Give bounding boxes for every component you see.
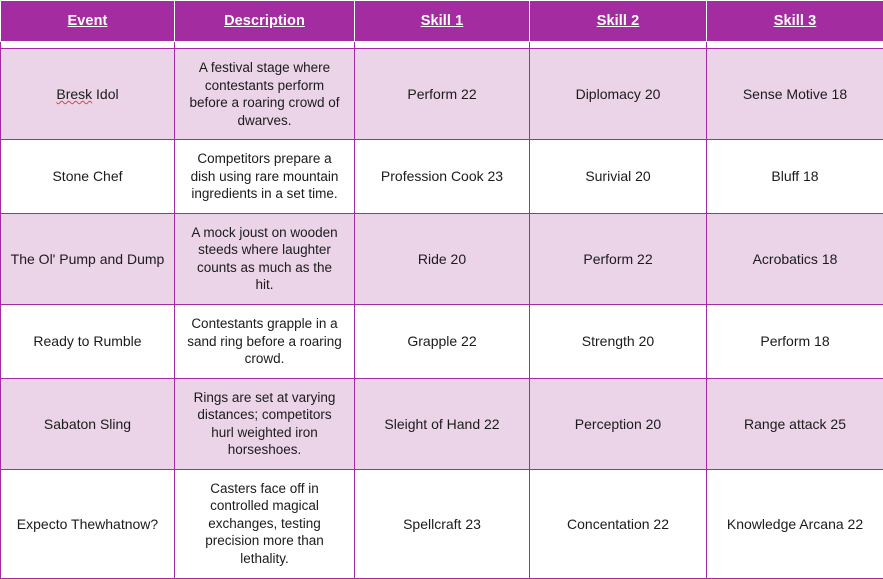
spacer-cell — [1, 42, 175, 49]
misspelled-word: Bresk — [56, 86, 92, 102]
cell-skill-3: Range attack 25 — [707, 378, 883, 469]
table-row — [1, 213, 883, 304]
cell-event: Stone Chef — [1, 140, 175, 214]
cell-skill-1: Ride 20 — [355, 213, 530, 304]
table-row — [1, 140, 883, 214]
column-header-description[interactable]: Description — [175, 1, 355, 42]
spacer-cell — [175, 42, 355, 49]
cell-description: A mock joust on wooden steeds where laughter counts as much as the hit. — [175, 213, 355, 304]
table-row — [1, 305, 883, 379]
column-header-skill-3[interactable]: Skill 3 — [707, 1, 883, 42]
cell-skill-1: Profession Cook 23 — [355, 140, 530, 214]
cell-description: Casters face off in controlled magical exchanges, testing precision more than lethality. — [175, 469, 355, 578]
table-row — [1, 469, 883, 578]
column-header-skill-2[interactable]: Skill 2 — [530, 1, 707, 42]
cell-event: Ready to Rumble — [1, 305, 175, 379]
table-spacer-row — [1, 42, 883, 49]
cell-skill-1: Grapple 22 — [355, 305, 530, 379]
cell-skill-2: Perception 20 — [530, 378, 707, 469]
spacer-cell — [355, 42, 530, 49]
cell-skill-3: Perform 18 — [707, 305, 883, 379]
table-header — [1, 1, 883, 42]
cell-description: A festival stage where contestants perform before a roaring crowd of dwarves. — [175, 49, 355, 140]
cell-skill-1: Spellcraft 23 — [355, 469, 530, 578]
cell-skill-2: Strength 20 — [530, 305, 707, 379]
column-header-event[interactable]: Event — [1, 1, 175, 42]
spacer-cell — [707, 42, 883, 49]
cell-skill-3: Knowledge Arcana 22 — [707, 469, 883, 578]
cell-description: Rings are set at varying distances; competitors hurl weighted iron horseshoes. — [175, 378, 355, 469]
cell-event: Expecto Thewhatnow? — [1, 469, 175, 578]
table-row — [1, 378, 883, 469]
cell-description: Competitors prepare a dish using rare mountain ingredients in a set time. — [175, 140, 355, 214]
cell-skill-1: Perform 22 — [355, 49, 530, 140]
cell-skill-2: Diplomacy 20 — [530, 49, 707, 140]
table-header-row — [1, 1, 883, 42]
cell-skill-1: Sleight of Hand 22 — [355, 378, 530, 469]
column-header-skill-1[interactable]: Skill 1 — [355, 1, 530, 42]
cell-event: Sabaton Sling — [1, 378, 175, 469]
cell-skill-2: Concentation 22 — [530, 469, 707, 578]
cell-description: Contestants grapple in a sand ring before a roaring crowd. — [175, 305, 355, 379]
cell-skill-2: Perform 22 — [530, 213, 707, 304]
cell-event: The Ol' Pump and Dump — [1, 213, 175, 304]
cell-skill-3: Sense Motive 18 — [707, 49, 883, 140]
cell-skill-2: Surivial 20 — [530, 140, 707, 214]
cell-skill-3: Acrobatics 18 — [707, 213, 883, 304]
table-row — [1, 49, 883, 140]
cell-event — [1, 49, 175, 140]
spacer-cell — [530, 42, 707, 49]
cell-skill-3: Bluff 18 — [707, 140, 883, 214]
event-name-suffix: Idol — [92, 86, 118, 102]
table-body — [1, 42, 883, 579]
